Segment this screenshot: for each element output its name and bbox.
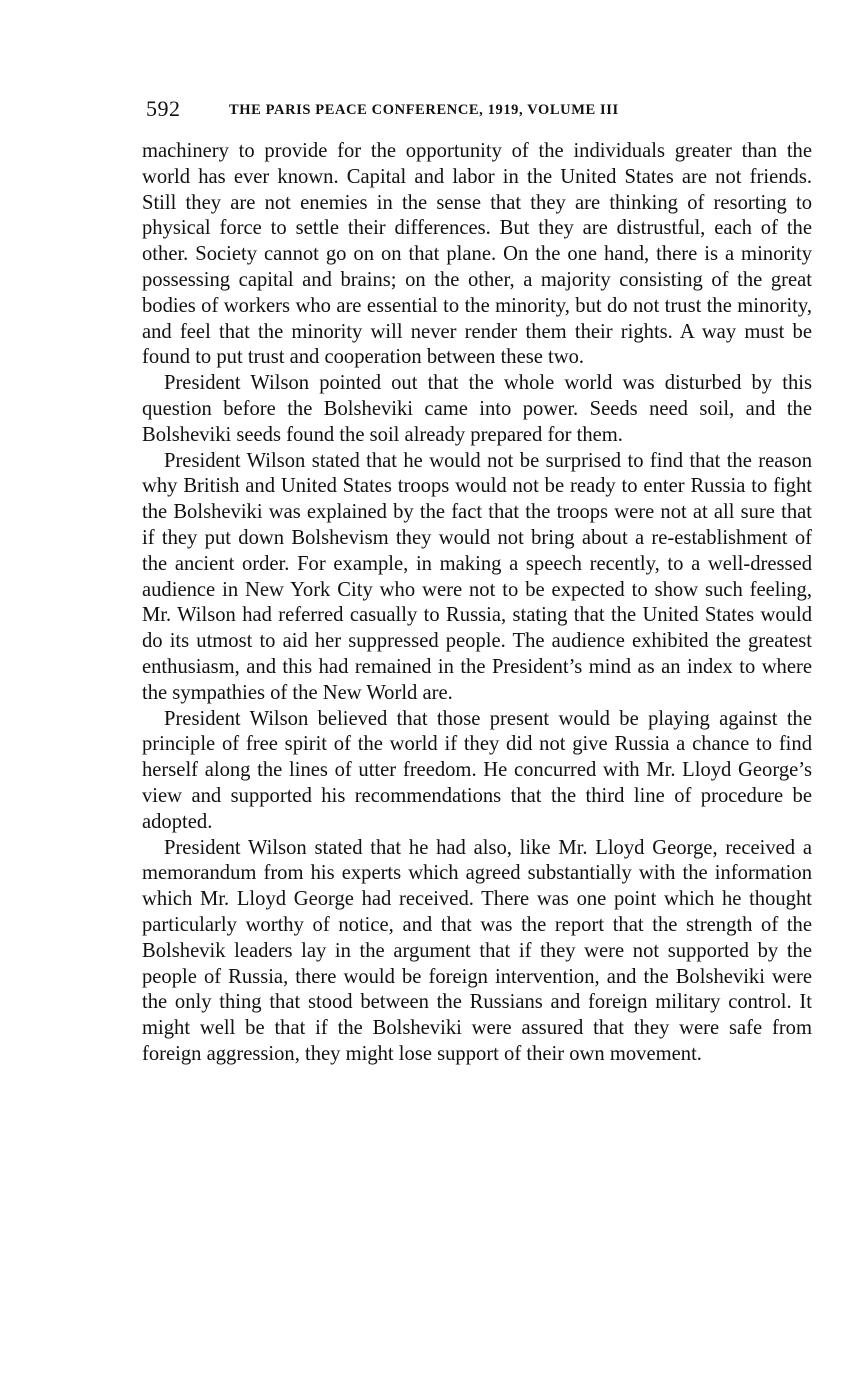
body-text: [142, 139, 812, 1068]
running-title: THE PARIS PEACE CONFERENCE, 1919, VOLUME III: [229, 102, 619, 118]
page-number: 592: [146, 96, 181, 121]
paragraph: President Wilson stated that he had also, like Mr. Lloyd George, received a memorandum from his experts which agreed substantially with the information which Mr. Lloyd George had received. There was one point which he thought particularly worthy of notice, and that was the report that the strength of the Bolshevik leaders lay in the argument that if they were not supported by the people of Russia, there would be foreign intervention, and the Bolsheviki were the only thing that stood between the Russians and foreign military control. It might well be that if the Bolsheviki were assured that they were safe from foreign aggression, they might lose support of their own movement.: [142, 836, 812, 1065]
paragraph: President Wilson pointed out that the whole world was disturbed by this question before the Bolsheviki came into power. Seeds need soil, and the Bolsheviki seeds found the soil already prepared for them.: [142, 372, 812, 446]
paragraph: President Wilson stated that he would not be surprised to find that the reason why British and United States troops would not be ready to enter Russia to fight the Bolsheviki was explained by the fact that the troops were not at all sure that if they put down Bolshevism they would not bring about a re-establishment of the ancient order. For example, in making a speech recently, to a well-dressed audience in New York City who were not to be expected to show such feeling, Mr. Wilson had referred casually to Russia, stating that the United States would do its utmost to aid her suppressed people. The audience exhibited the greatest enthusiasm, and this had remained in the President’s mind as an index to where the sympathies of the New World are.: [142, 449, 812, 704]
paragraph: President Wilson believed that those present would be playing against the principle of free spirit of the world if they did not give Russia a chance to find herself along the lines of utter freedom. He concurred with Mr. Lloyd George’s view and supported his recommendations that the third line of procedure be adopted.: [142, 707, 812, 833]
paragraph-continued: machinery to provide for the opportunity of the individuals greater than the world has ever known. Capital and labor in the United States are not friends. Still they are not enemies in the sense that they are thinking of resorting to physical force to settle their differences. But they are distrustful, each of the other. Society cannot go on on that plane. On the one hand, there is a minority possessing capital and brains; on the other, a majority consisting of the great bodies of workers who are essential to the minority, but do not trust the minority, and feel that the minority will never render them their rights. A way must be found to put trust and cooperation between these two.: [142, 140, 812, 369]
running-head: [146, 96, 816, 126]
